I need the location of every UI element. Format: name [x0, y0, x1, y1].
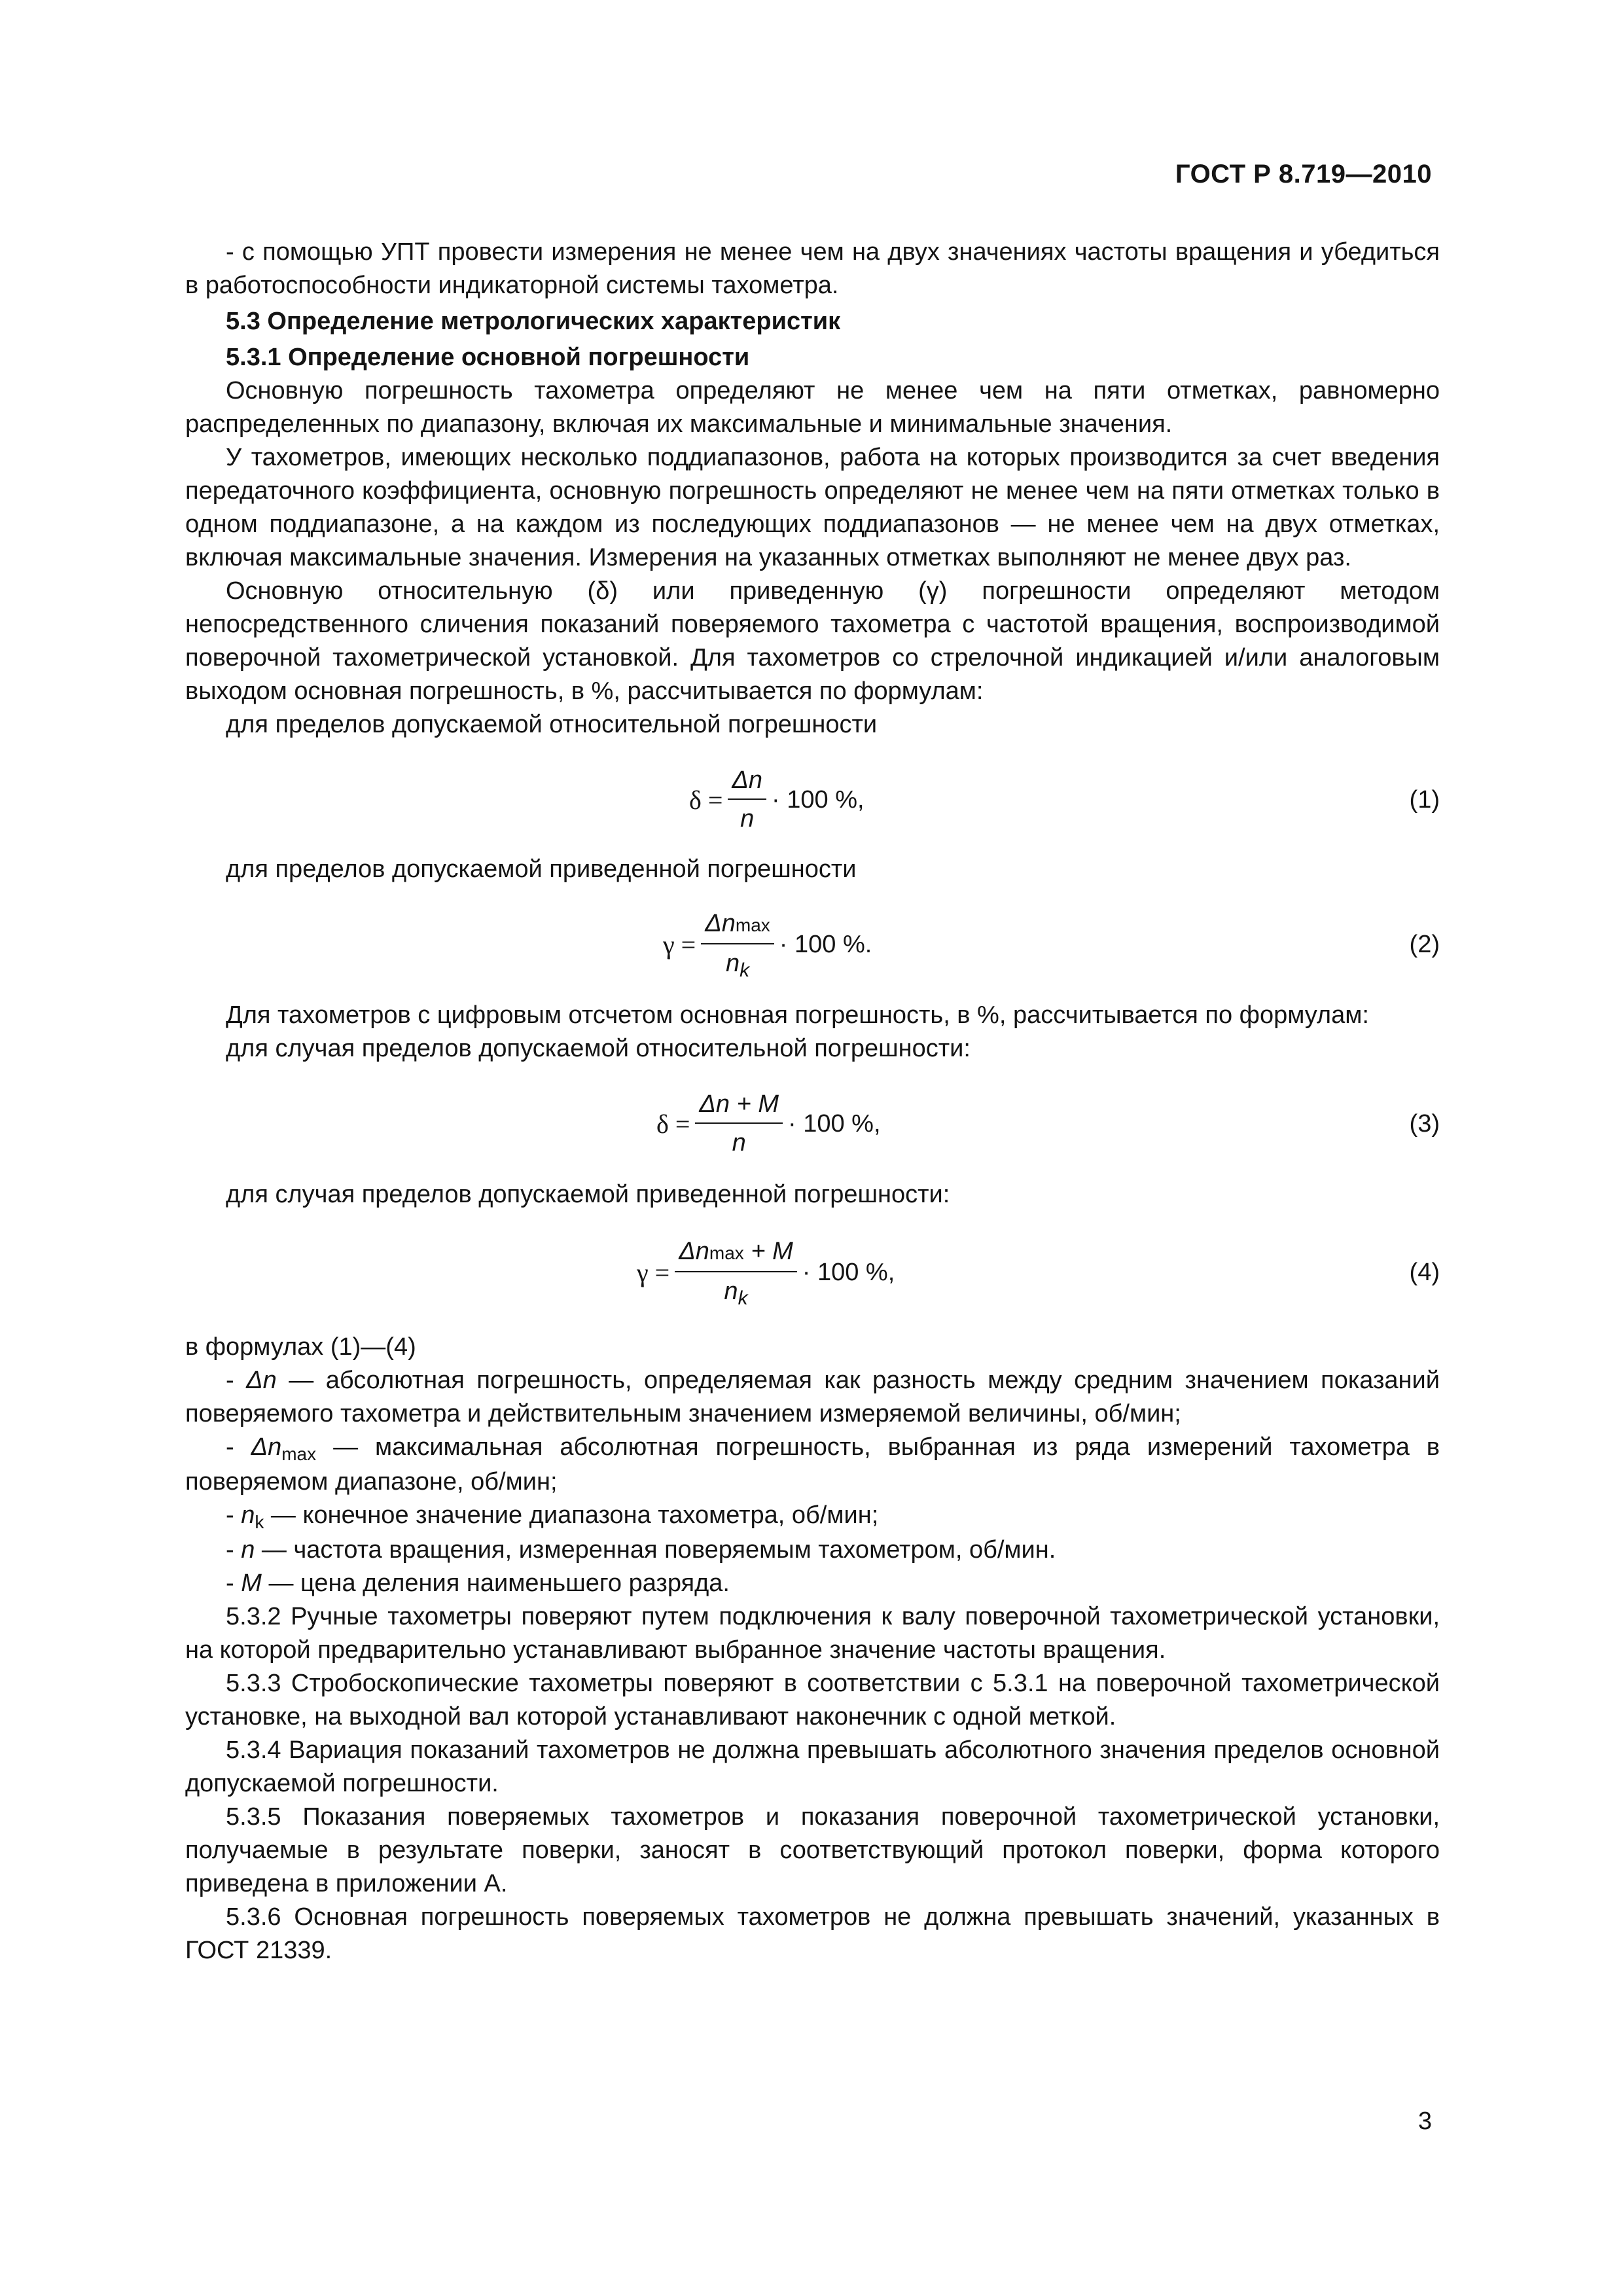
- definition-nk-text: — конечное значение диапазона тахометра, об/мин;: [270, 1501, 879, 1529]
- formula-4-denominator: [724, 1272, 747, 1310]
- formula-3: [185, 1085, 1440, 1162]
- formula-3-denominator: n: [732, 1129, 746, 1157]
- paragraph-5-3-3: 5.3.3 Стробоскопические тахометры поверяют в соответствии с 5.3.1 на поверочной тахометрической установке, на выходной вал которой устанавливают наконечник с одной меткой.: [185, 1670, 1440, 1731]
- formula-1-label: (1): [1409, 785, 1440, 814]
- paragraph-5-3-4: 5.3.4 Вариация показаний тахометров не должна превышать абсолютного значения пределов основной допускаемой погрешности.: [185, 1736, 1440, 1797]
- paragraph-rel-limits: для пределов допускаемой относительной погрешности: [226, 711, 878, 738]
- paragraph-5-3-6: 5.3.6 Основная погрешность поверяемых тахометров не должна превышать значений, указанных в ГОСТ 21339.: [185, 1903, 1440, 1964]
- formula-2-num-sub: max: [735, 915, 770, 935]
- heading-5-3-1: 5.3.1 Определение основной погрешности: [226, 344, 750, 371]
- formula-4-den-sub: k: [738, 1287, 748, 1309]
- definition-nk-symbol: n: [241, 1501, 255, 1529]
- paragraph-five-marks: Основную погрешность тахометра определяют не менее чем на пяти отметках, равномерно распределенных по диапазону, включая их максимальные и минимальные значения.: [185, 377, 1440, 438]
- paragraph-subranges: У тахометров, имеющих несколько поддиапазонов, работа на которых производится за счет введения передаточного коэффициента, основную погрешность определяют не менее чем на пяти отметках только в одном поддиапазоне, а на каждом из последующих поддиапазонов — не менее чем на двух отметках, включая максимальные значения. Измерения на указанных отметках выполняют не менее двух раз.: [185, 444, 1440, 571]
- paragraph-red-limits: для пределов допускаемой приведенной погрешности: [226, 855, 857, 883]
- paragraph-5-3-2: 5.3.2 Ручные тахометры поверяют путем подключения к валу поверочной тахометрической установки, на которой предварительно устанавливают выбранное значение частоты вращения.: [185, 1603, 1440, 1664]
- paragraph-digital: Для тахометров с цифровым отсчетом основная погрешность, в %, рассчитывается по формулам:: [226, 1001, 1369, 1029]
- definition-n-text: — частота вращения, измеренная поверяемым тахометром, об/мин.: [261, 1536, 1056, 1564]
- paragraph-method: Основную относительную (δ) или приведенную (γ) погрешности определяют методом непосредственного сличения показаний поверяемого тахометра с частотой вращения, воспроизводимой поверочной тахометрической установкой. Для тахометров со стрелочной индикацией и/или аналоговым выходом основная погрешность, в %, рассчитывается по формулам:: [185, 577, 1440, 705]
- definition-dnmax-sub: max: [281, 1444, 317, 1464]
- formula-2-label: (2): [1409, 930, 1440, 958]
- document-body: [185, 236, 1440, 1967]
- formula-2-denominator: [726, 944, 749, 982]
- paragraph-case-rel: для случая пределов допускаемой относительной погрешности:: [226, 1035, 971, 1062]
- formula-1-fraction: [728, 764, 766, 836]
- formula-3-numerator: Δn + M: [695, 1088, 783, 1124]
- formula-4-num-var: Δn: [679, 1238, 709, 1265]
- formula-2-lhs: γ =: [663, 929, 696, 960]
- definition-nk-sub: k: [255, 1512, 264, 1532]
- definition-dnmax: - $\Delta n_{max}$ — максимальная абсолютная погрешность, выбранная из ряда измерений тахометра в поверяемом диапазоне, об/мин;: [185, 1433, 1440, 1496]
- formula-1-numerator: Δn: [728, 764, 766, 800]
- definition-n-symbol: n: [241, 1536, 255, 1564]
- paragraph-5-3-5: 5.3.5 Показания поверяемых тахометров и показания поверочной тахометрической установки, получаемые в результате поверки, заносят в соответствующий протокол поверки, форма которого приведена в приложении А.: [185, 1803, 1440, 1897]
- document-code: ГОСТ Р 8.719—2010: [1175, 160, 1432, 188]
- paragraph-case-red: для случая пределов допускаемой приведенной погрешности:: [226, 1181, 950, 1208]
- formula-2-den-var: n: [725, 950, 740, 977]
- formula-4-tail: · 100 %,: [802, 1258, 895, 1286]
- formula-3-fraction: [695, 1088, 783, 1160]
- definition-dn-text: — абсолютная погрешность, определяемая как разность между средним значением показаний поверяемого тахометра и действительным значением измеряемой величины, об/мин;: [185, 1367, 1440, 1427]
- definition-nk: - $n_k$ — конечное значение диапазона тахометра, об/мин;: [226, 1501, 879, 1532]
- formula-2-tail: · 100 %.: [779, 930, 872, 958]
- definition-m-symbol: M: [241, 1570, 262, 1597]
- formula-4-lhs: γ =: [637, 1257, 670, 1287]
- formula-4-num-sub: max: [709, 1243, 744, 1263]
- formula-2-numerator: [701, 907, 774, 944]
- formula-1: [185, 761, 1440, 838]
- page-number: 3: [1418, 2108, 1432, 2135]
- formula-2-fraction: [701, 907, 774, 982]
- formula-4-label: (4): [1409, 1258, 1440, 1286]
- formula-4: [185, 1234, 1440, 1311]
- paragraph-upt: - с помощью УПТ провести измерения не менее чем на двух значениях частоты вращения и убедиться в работоспособности индикаторной системы тахометра.: [185, 238, 1440, 299]
- definition-dn: - Δn — абсолютная погрешность, определяемая как разность между средним значением показаний поверяемого тахометра и действительным значением измеряемой величины, об/мин;: [185, 1367, 1440, 1427]
- formula-3-lhs: δ =: [656, 1109, 690, 1139]
- formula-3-tail: · 100 %,: [788, 1109, 881, 1138]
- heading-5-3: 5.3 Определение метрологических характеристик: [226, 308, 841, 335]
- formula-1-denominator: n: [740, 805, 755, 833]
- definition-dnmax-text: — максимальная абсолютная погрешность, выбранная из ряда измерений тахометра в поверяемом диапазоне, об/мин;: [185, 1433, 1440, 1496]
- definition-dn-symbol: Δn: [246, 1367, 277, 1394]
- formula-4-num-rest: + M: [751, 1238, 793, 1265]
- formula-4-den-var: n: [724, 1278, 738, 1305]
- definition-m: - M — цена деления наименьшего разряда.: [226, 1570, 730, 1597]
- formula-4-numerator: [675, 1235, 797, 1272]
- definition-n: - n — частота вращения, измеренная поверяемым тахометром, об/мин.: [226, 1536, 1056, 1564]
- formula-1-lhs: δ =: [689, 785, 723, 815]
- definition-dnmax-symbol: Δn: [251, 1433, 282, 1461]
- paragraph-in-formulas: в формулах (1)—(4): [185, 1333, 416, 1361]
- formula-1-tail: · 100 %,: [772, 785, 865, 814]
- definition-m-text: — цена деления наименьшего разряда.: [268, 1570, 730, 1597]
- formula-2: [185, 906, 1440, 983]
- formula-2-num-var: Δn: [705, 910, 736, 937]
- formula-4-fraction: [675, 1235, 797, 1310]
- formula-2-den-sub: k: [740, 960, 750, 981]
- formula-3-label: (3): [1409, 1109, 1440, 1138]
